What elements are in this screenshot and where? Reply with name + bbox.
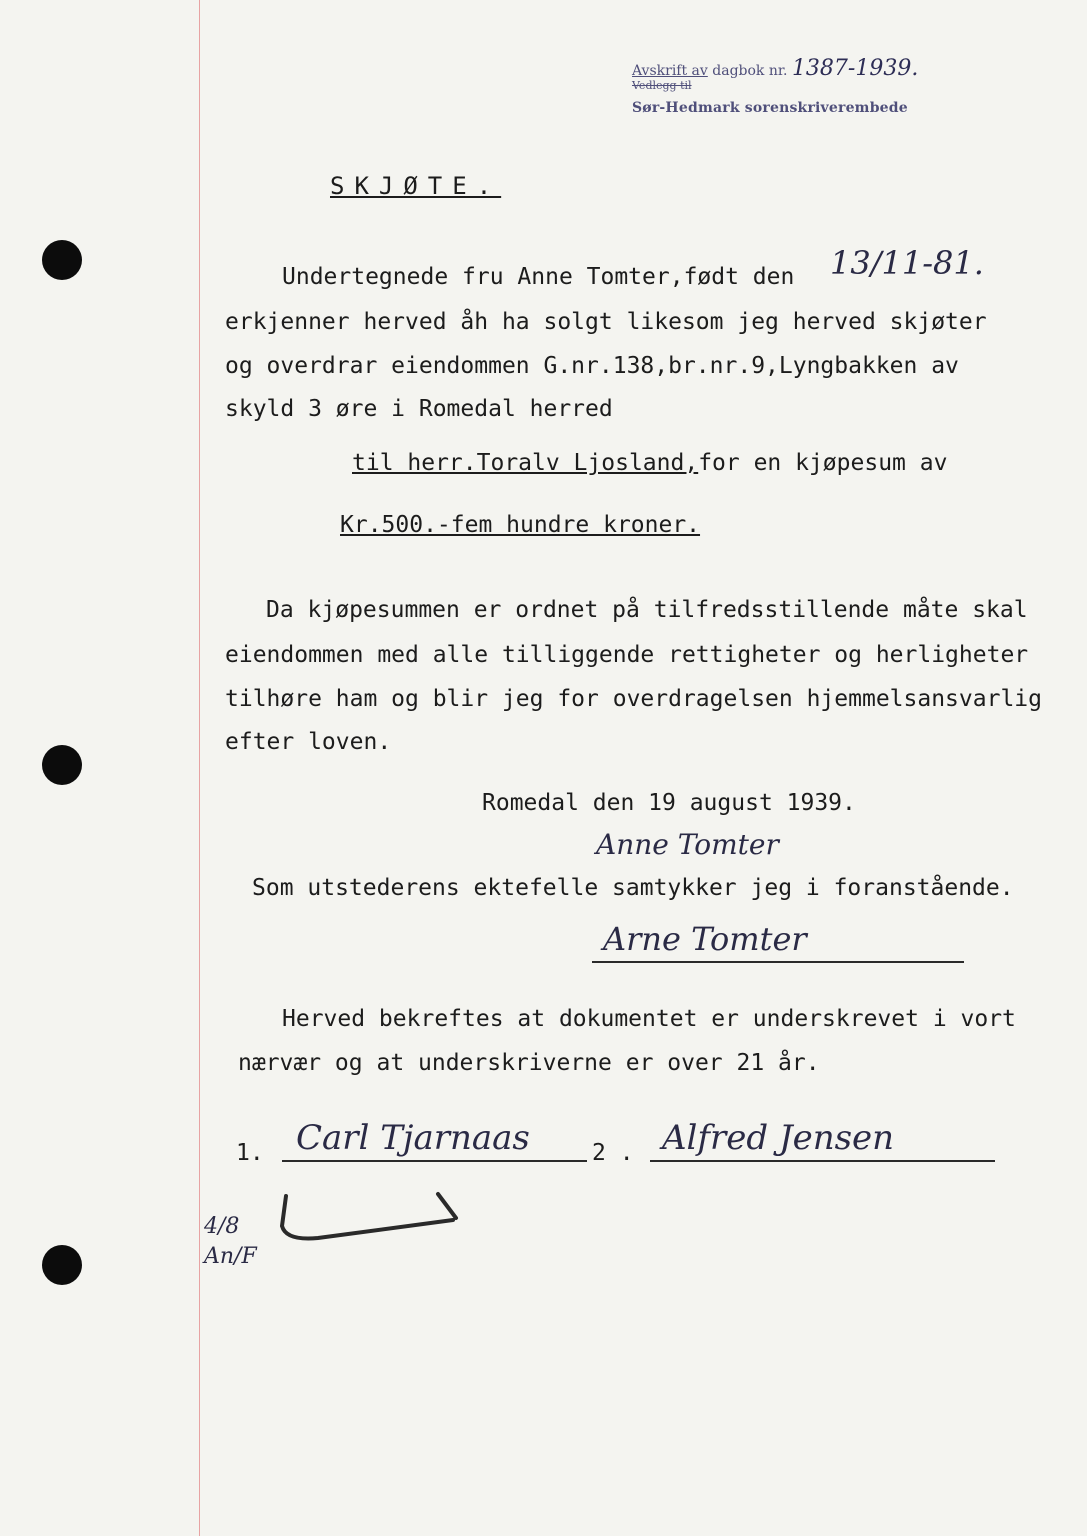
signature-line [650, 1160, 995, 1162]
document-title: SKJØTE. [330, 172, 502, 200]
punch-hole [42, 745, 82, 785]
buyer-name: til herr.Toralv Ljosland, [352, 450, 699, 476]
witness2-signature: Alfred Jensen [662, 1118, 895, 1158]
body-line: skyld 3 øre i Romedal herred [225, 396, 613, 422]
buyer-line [352, 450, 947, 476]
price: Kr.500.-fem hundre kroner. [340, 512, 701, 538]
body-line: eiendommen med alle tilliggende rettigheter og herligheter [225, 642, 1029, 668]
margin-rule [199, 0, 200, 1536]
witness1-number: 1. [236, 1140, 264, 1166]
body-line: og overdrar eiendommen G.nr.138,br.nr.9,Lyngbakken av [225, 353, 959, 379]
body-line: efter loven. [225, 729, 392, 755]
witness2-number: 2 . [592, 1140, 634, 1166]
buyer-line-text: for en kjøpesum av [698, 450, 948, 476]
body-line: Undertegnede fru Anne Tomter,født den [282, 264, 795, 290]
stamp-office: Sør-Hedmark sorenskriverembede [632, 100, 908, 116]
pen-stroke [278, 1186, 478, 1256]
punch-hole [42, 1245, 82, 1285]
witness-line: nærvær og at underskriverne er over 21 år. [238, 1050, 820, 1076]
witness1-signature: Carl Tjarnaas [296, 1118, 530, 1158]
registry-stamp [632, 58, 972, 119]
stamp-label: Vedlegg til [632, 79, 692, 92]
stamp-journal-number: 1387-1939. [791, 56, 919, 81]
consent-line: Som utstederens ektefelle samtykker jeg i foranstående. [252, 875, 1014, 901]
stamp-label: dagbok nr. [712, 63, 788, 79]
place-date: Romedal den 19 august 1939. [482, 790, 856, 816]
body-line: erkjenner herved åh ha solgt likesom jeg herved skjøter [225, 309, 987, 335]
stamp-label: Avskrift av [632, 63, 708, 79]
margin-initials: 4/8 An/F [204, 1214, 257, 1269]
signature-line [282, 1160, 587, 1162]
seller-signature: Anne Tomter [596, 828, 779, 861]
signature-line [592, 961, 964, 963]
price-line [340, 512, 700, 538]
witness-line: Herved bekreftes at dokumentet er underskrevet i vort [282, 1006, 1016, 1032]
spouse-signature: Arne Tomter [603, 920, 807, 958]
handwritten-birth-date: 13/11-81. [830, 244, 984, 282]
punch-hole [42, 240, 82, 280]
body-line: Da kjøpesummen er ordnet på tilfredsstillende måte skal [266, 597, 1028, 623]
body-line: tilhøre ham og blir jeg for overdragelsen hjemmelsansvarlig [225, 686, 1042, 712]
